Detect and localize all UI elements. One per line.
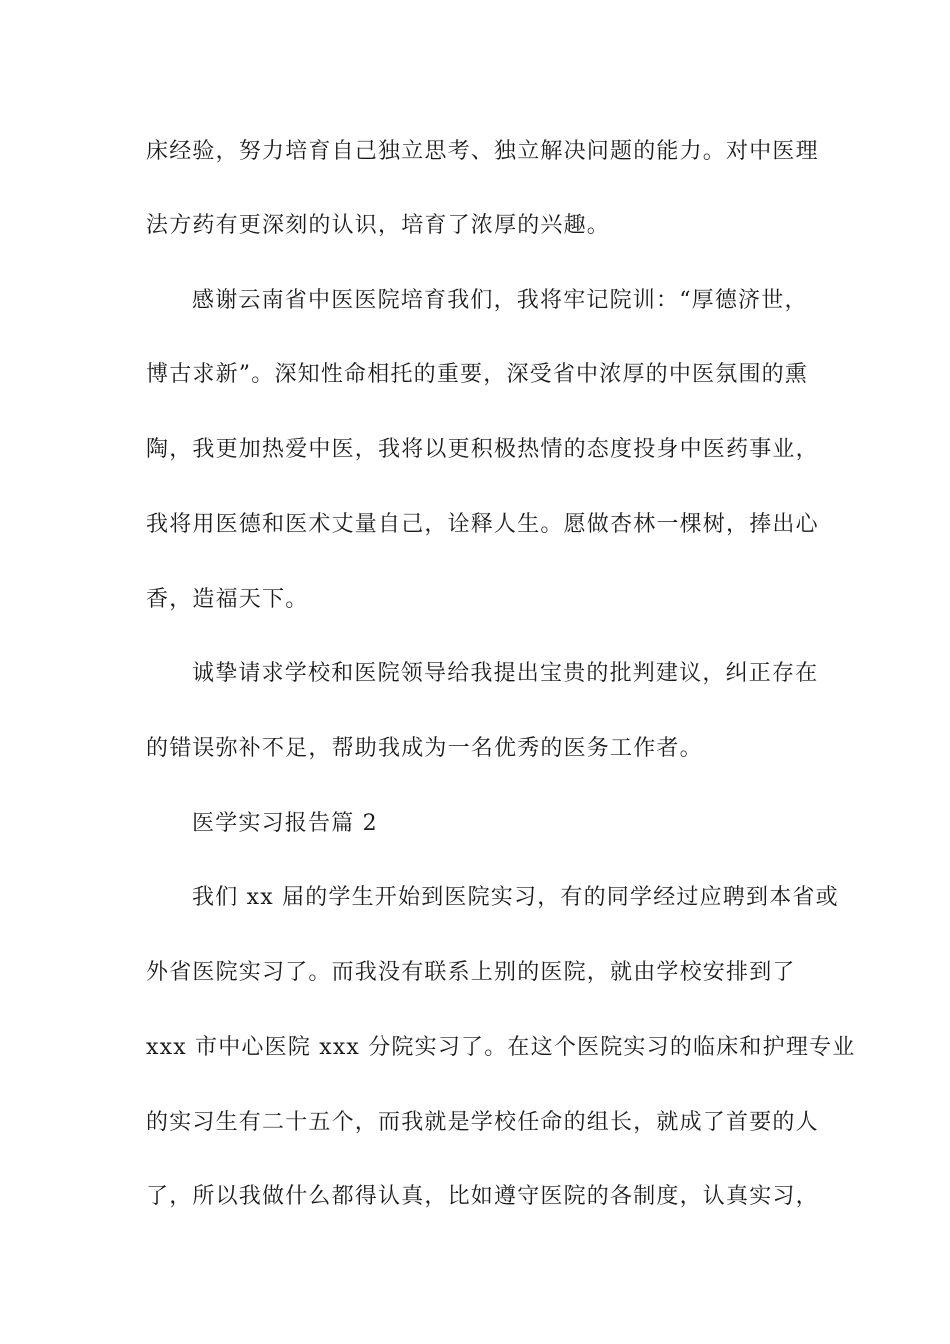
section-heading: 医学实习报告篇 2 [192,811,378,836]
paragraph-line: 感谢云南省中医医院培育我们，我将牢记院训：“厚德济世， [192,288,808,313]
paragraph-line: 床经验，努力培育自己独立思考、独立解决问题的能力。对中医理 [146,139,819,164]
paragraph-line: xxx 市中心医院 xxx 分院实习了。在这个医院实习的临床和护理专业 [146,1035,856,1060]
paragraph-line: 外省医院实习了。而我没有联系上别的医院，就由学校安排到了 [146,960,796,985]
paragraph-line: 的实习生有二十五个，而我就是学校任命的组长，就成了首要的人 [146,1110,819,1135]
paragraph-line: 了，所以我做什么都得认真，比如遵守医院的各制度，认真实习， [146,1184,819,1209]
paragraph-line: 陶，我更加热爱中医，我将以更积极热情的态度投身中医药事业， [146,437,819,462]
paragraph-line: 我将用医德和医术丈量自己，诠释人生。愿做杏林一棵树，捧出心 [146,512,819,537]
paragraph-line: 博古求新”。深知性命相托的重要，深受省中浓厚的中医氛围的熏 [146,362,809,387]
paragraph-line: 我们 xx 届的学生开始到医院实习，有的同学经过应聘到本省或 [192,885,839,910]
paragraph-line: 的错误弥补不足，帮助我成为一名优秀的医务工作者。 [146,736,703,761]
paragraph-line: 法方药有更深刻的认识，培育了浓厚的兴趣。 [146,213,611,238]
paragraph-line: 香，造福天下。 [146,587,309,612]
paragraph-line: 诚挚请求学校和医院领导给我提出宝贵的批判建议，纠正存在 [192,661,819,686]
